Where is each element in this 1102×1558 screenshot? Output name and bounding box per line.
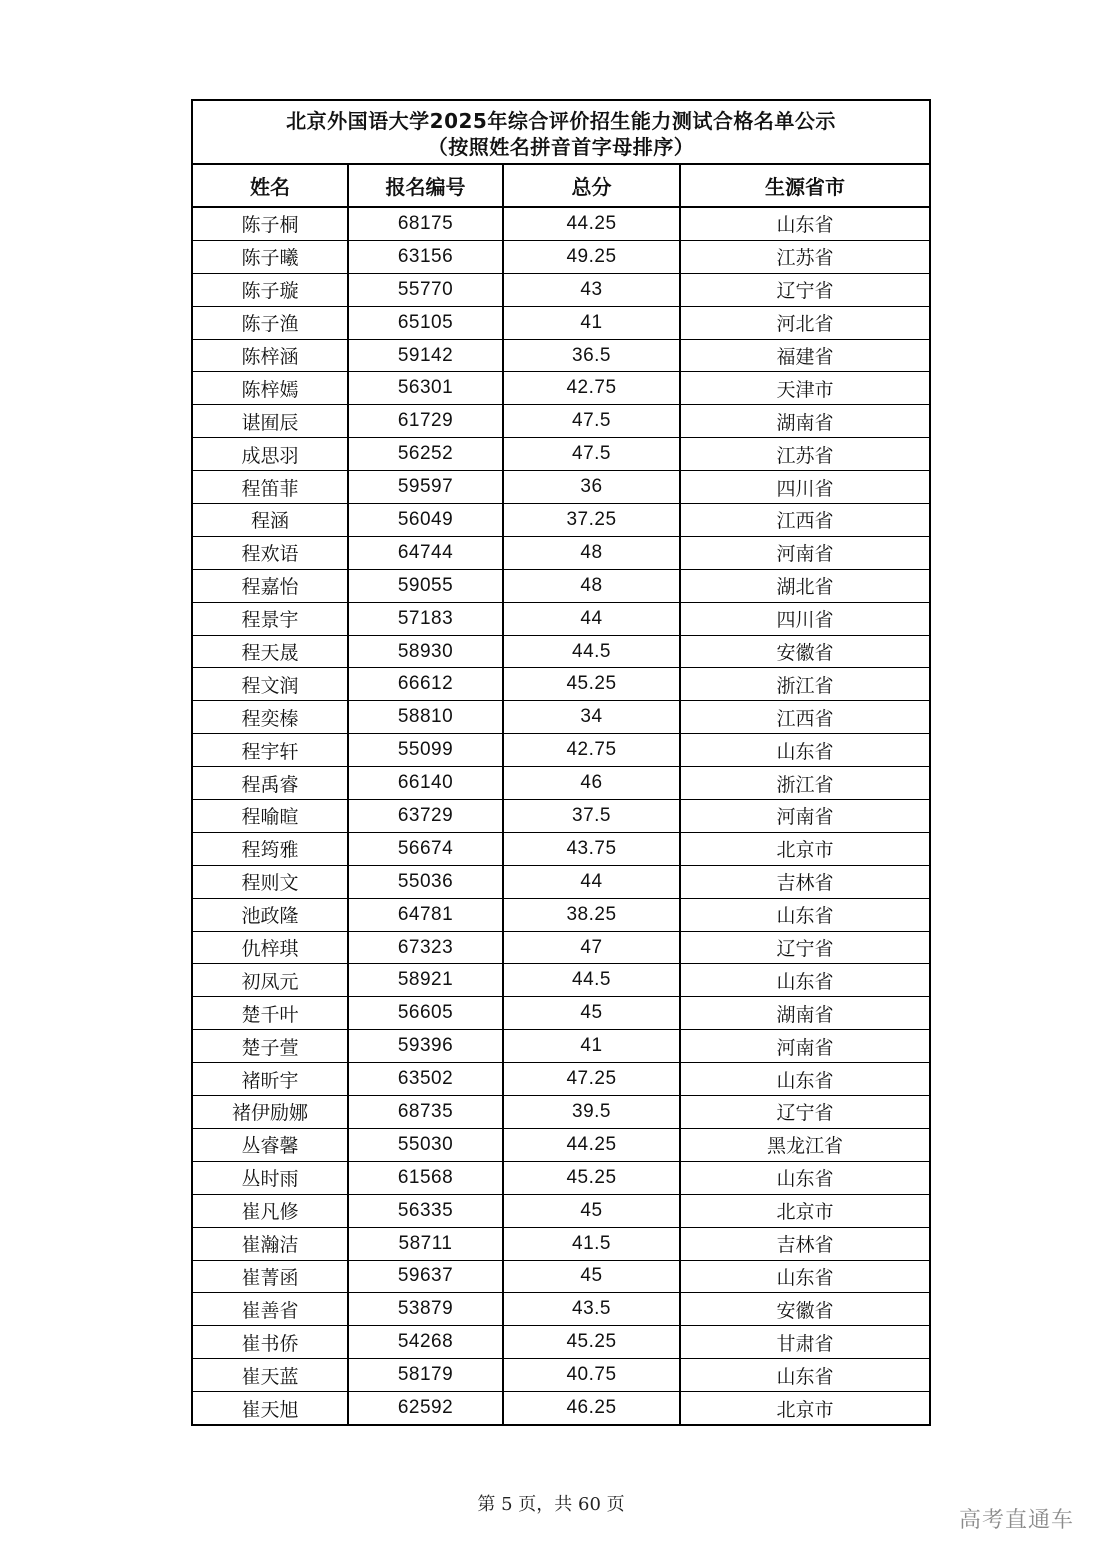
results-sheet (191, 99, 931, 1426)
cell-province: 山东省 (680, 734, 929, 767)
cell-registration-number: 68735 (348, 1096, 503, 1129)
table-row (193, 832, 929, 865)
cell-name: 陈子曦 (193, 240, 348, 273)
table-row (193, 701, 929, 734)
cell-total-score: 47.5 (503, 405, 680, 438)
cell-registration-number: 64781 (348, 898, 503, 931)
table-row (193, 964, 929, 997)
cell-registration-number: 54268 (348, 1326, 503, 1359)
cell-registration-number: 58921 (348, 964, 503, 997)
cell-total-score: 36 (503, 471, 680, 504)
cell-registration-number: 68175 (348, 207, 503, 240)
cell-province: 四川省 (680, 471, 929, 504)
page-number: 第 5 页，共 60 页 (477, 1494, 625, 1515)
cell-name: 成思羽 (193, 438, 348, 471)
results-table (193, 165, 929, 1424)
cell-registration-number: 64744 (348, 536, 503, 569)
cell-registration-number: 53879 (348, 1293, 503, 1326)
cell-registration-number: 56301 (348, 372, 503, 405)
cell-province: 北京市 (680, 1194, 929, 1227)
cell-registration-number: 55036 (348, 865, 503, 898)
cell-province: 山东省 (680, 1161, 929, 1194)
table-row (193, 800, 929, 833)
cell-province: 北京市 (680, 832, 929, 865)
cell-registration-number: 62592 (348, 1392, 503, 1424)
cell-registration-number: 59055 (348, 569, 503, 602)
document-subtitle: （按照姓名拼音首字母排序） (427, 135, 695, 159)
cell-province: 湖南省 (680, 997, 929, 1030)
cell-province: 浙江省 (680, 668, 929, 701)
cell-total-score: 38.25 (503, 898, 680, 931)
cell-registration-number: 56335 (348, 1194, 503, 1227)
cell-name: 程禹睿 (193, 767, 348, 800)
cell-registration-number: 55099 (348, 734, 503, 767)
table-row (193, 339, 929, 372)
cell-province: 湖南省 (680, 405, 929, 438)
cell-total-score: 46.25 (503, 1392, 680, 1424)
cell-name: 崔瀚洁 (193, 1227, 348, 1260)
cell-name: 丛睿馨 (193, 1128, 348, 1161)
table-row (193, 1227, 929, 1260)
table-row (193, 1293, 929, 1326)
cell-name: 陈子璇 (193, 273, 348, 306)
cell-registration-number: 56252 (348, 438, 503, 471)
cell-province: 山东省 (680, 1359, 929, 1392)
cell-name: 崔天蓝 (193, 1359, 348, 1392)
cell-registration-number: 63156 (348, 240, 503, 273)
cell-province: 河北省 (680, 306, 929, 339)
cell-name: 陈子桐 (193, 207, 348, 240)
cell-total-score: 44.5 (503, 635, 680, 668)
cell-registration-number: 61568 (348, 1161, 503, 1194)
cell-province: 福建省 (680, 339, 929, 372)
cell-registration-number: 55770 (348, 273, 503, 306)
cell-total-score: 44.25 (503, 207, 680, 240)
cell-registration-number: 59142 (348, 339, 503, 372)
cell-name: 程文润 (193, 668, 348, 701)
cell-total-score: 47.5 (503, 438, 680, 471)
table-row (193, 734, 929, 767)
cell-registration-number: 58810 (348, 701, 503, 734)
cell-name: 初凤元 (193, 964, 348, 997)
cell-name: 褚昕宇 (193, 1063, 348, 1096)
cell-registration-number: 56605 (348, 997, 503, 1030)
cell-registration-number: 56049 (348, 504, 503, 537)
table-row (193, 931, 929, 964)
cell-province: 黑龙江省 (680, 1128, 929, 1161)
cell-registration-number: 59597 (348, 471, 503, 504)
cell-name: 崔善省 (193, 1293, 348, 1326)
table-row (193, 898, 929, 931)
cell-name: 程天晟 (193, 635, 348, 668)
cell-name: 丛时雨 (193, 1161, 348, 1194)
cell-province: 江西省 (680, 504, 929, 537)
cell-province: 甘肃省 (680, 1326, 929, 1359)
cell-registration-number: 59396 (348, 1030, 503, 1063)
table-row (193, 997, 929, 1030)
cell-province: 湖北省 (680, 569, 929, 602)
cell-name: 程筠雅 (193, 832, 348, 865)
cell-province: 浙江省 (680, 767, 929, 800)
cell-province: 山东省 (680, 1063, 929, 1096)
cell-name: 楚千叶 (193, 997, 348, 1030)
cell-total-score: 41 (503, 1030, 680, 1063)
cell-province: 北京市 (776, 1398, 834, 1421)
table-row (193, 405, 929, 438)
cell-total-score: 47 (503, 931, 680, 964)
table-row (193, 865, 929, 898)
table-row (193, 306, 929, 339)
cell-total-score: 42.75 (503, 734, 680, 767)
cell-name: 崔菁函 (193, 1260, 348, 1293)
cell-name: 崔天旭 (193, 1392, 348, 1424)
table-row (193, 207, 929, 240)
cell-name: 程奕榛 (193, 701, 348, 734)
table-row (193, 767, 929, 800)
table-row (193, 372, 929, 405)
cell-name: 陈梓嫣 (193, 372, 348, 405)
table-row (193, 438, 929, 471)
cell-total-score: 37.5 (503, 800, 680, 833)
cell-total-score: 47.25 (503, 1063, 680, 1096)
cell-province: 河南省 (680, 1030, 929, 1063)
document-title: 北京外国语大学2025年综合评价招生能力测试合格名单公示 (286, 109, 836, 133)
cell-registration-number: 63729 (348, 800, 503, 833)
cell-registration-number: 56674 (348, 832, 503, 865)
table-row (193, 273, 929, 306)
cell-total-score: 43 (503, 273, 680, 306)
cell-total-score: 41 (503, 306, 680, 339)
cell-total-score: 37.25 (503, 504, 680, 537)
table-row (193, 1392, 929, 1424)
cell-registration-number: 66140 (348, 767, 503, 800)
cell-name: 程喻暄 (193, 800, 348, 833)
cell-province: 河南省 (680, 536, 929, 569)
cell-total-score: 34 (503, 701, 680, 734)
table-row (193, 602, 929, 635)
cell-registration-number: 65105 (348, 306, 503, 339)
cell-registration-number: 55030 (348, 1128, 503, 1161)
cell-name: 程欢语 (193, 536, 348, 569)
cell-name: 谌囿辰 (193, 405, 348, 438)
table-row (193, 536, 929, 569)
table-row (193, 240, 929, 273)
title-block (193, 101, 929, 165)
cell-registration-number: 58711 (348, 1227, 503, 1260)
table-row (193, 1030, 929, 1063)
cell-province: 河南省 (680, 800, 929, 833)
table-row (193, 1063, 929, 1096)
cell-total-score: 44 (503, 865, 680, 898)
cell-total-score: 40.75 (503, 1359, 680, 1392)
header-total-score: 总分 (503, 165, 680, 207)
table-row (193, 1326, 929, 1359)
cell-total-score: 43.75 (503, 832, 680, 865)
header-row (193, 165, 929, 207)
cell-total-score: 48 (503, 569, 680, 602)
cell-name: 陈梓涵 (193, 339, 348, 372)
table-row (193, 1161, 929, 1194)
cell-name: 程则文 (193, 865, 348, 898)
cell-province: 山东省 (680, 898, 929, 931)
header-name: 姓名 (193, 165, 348, 207)
table-row (193, 668, 929, 701)
cell-province: 安徽省 (680, 635, 929, 668)
cell-total-score: 46 (503, 767, 680, 800)
cell-total-score: 43.5 (503, 1293, 680, 1326)
cell-province: 四川省 (680, 602, 929, 635)
cell-total-score: 42.75 (503, 372, 680, 405)
cell-total-score: 39.5 (503, 1096, 680, 1129)
cell-name: 陈子渔 (193, 306, 348, 339)
header-registration-number: 报名编号 (348, 165, 503, 207)
cell-name: 崔书侨 (193, 1326, 348, 1359)
cell-total-score: 36.5 (503, 339, 680, 372)
cell-registration-number: 66612 (348, 668, 503, 701)
cell-registration-number: 57183 (348, 602, 503, 635)
header-province: 生源省市 (680, 165, 929, 207)
cell-province: 辽宁省 (680, 273, 929, 306)
cell-province: 江苏省 (680, 240, 929, 273)
table-row (193, 1194, 929, 1227)
cell-province: 山东省 (680, 1260, 929, 1293)
table-row (193, 635, 929, 668)
cell-total-score: 49.25 (503, 240, 680, 273)
cell-total-score: 44.25 (503, 1128, 680, 1161)
cell-province: 辽宁省 (680, 931, 929, 964)
table-row (193, 1096, 929, 1129)
cell-total-score: 48 (503, 536, 680, 569)
cell-province: 山东省 (680, 207, 929, 240)
cell-province: 吉林省 (680, 1227, 929, 1260)
table-row (193, 1128, 929, 1161)
cell-name: 褚伊励娜 (193, 1096, 348, 1129)
cell-name: 程景宇 (193, 602, 348, 635)
cell-name: 程宇轩 (193, 734, 348, 767)
cell-registration-number: 67323 (348, 931, 503, 964)
watermark-text: 高考直通车 (958, 1508, 1074, 1533)
cell-province: 吉林省 (680, 865, 929, 898)
cell-registration-number: 58930 (348, 635, 503, 668)
cell-total-score: 45.25 (503, 668, 680, 701)
cell-registration-number: 63502 (348, 1063, 503, 1096)
table-row (193, 1260, 929, 1293)
cell-total-score: 44.5 (503, 964, 680, 997)
cell-total-score: 45.25 (503, 1326, 680, 1359)
table-row (193, 569, 929, 602)
cell-registration-number: 58179 (348, 1359, 503, 1392)
cell-province: 安徽省 (680, 1293, 929, 1326)
cell-name: 程嘉怡 (193, 569, 348, 602)
cell-name: 程涵 (193, 504, 348, 537)
cell-total-score: 45 (503, 1194, 680, 1227)
cell-name: 楚子萱 (193, 1030, 348, 1063)
cell-province: 江西省 (680, 701, 929, 734)
cell-registration-number: 59637 (348, 1260, 503, 1293)
cell-name: 程笛菲 (193, 471, 348, 504)
cell-total-score: 41.5 (503, 1227, 680, 1260)
cell-name: 崔凡修 (193, 1194, 348, 1227)
cell-province: 江苏省 (680, 438, 929, 471)
cell-total-score: 45.25 (503, 1161, 680, 1194)
cell-name: 仇梓琪 (193, 931, 348, 964)
cell-province: 山东省 (680, 964, 929, 997)
table-row (193, 1359, 929, 1392)
cell-name: 池政隆 (193, 898, 348, 931)
table-row (193, 504, 929, 537)
cell-total-score: 45 (503, 1260, 680, 1293)
cell-registration-number: 61729 (348, 405, 503, 438)
cell-total-score: 45 (503, 997, 680, 1030)
table-row (193, 471, 929, 504)
cell-province: 天津市 (680, 372, 929, 405)
cell-total-score: 44 (503, 602, 680, 635)
cell-province: 辽宁省 (680, 1096, 929, 1129)
